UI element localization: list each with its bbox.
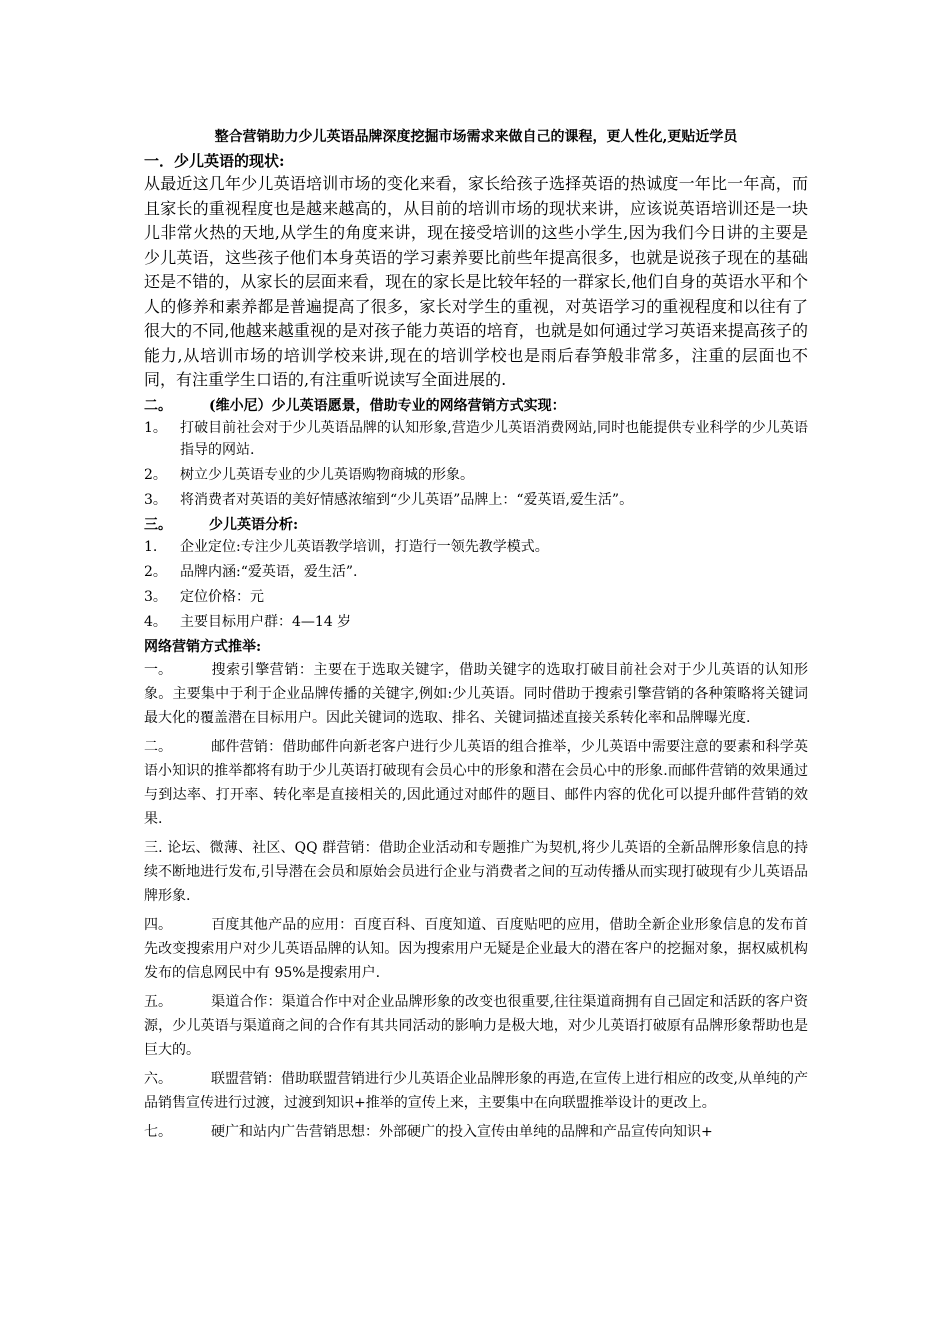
paragraph-lead: 二。 [144, 738, 172, 755]
paragraph-text: 渠道合作：渠道合作中对企业品牌形象的改变也很重要,往往渠道商拥有自己固定和活跃的客户资源，少儿英语与渠道商之间的合作有其共同活动的影响力是极大地，对少儿英语打破原有品牌形象帮助也是巨大的。 [144, 993, 808, 1058]
list-item-text: 树立少儿英语专业的少儿英语购物商城的形象。 [180, 466, 474, 483]
paragraph-lead: 六。 [144, 1070, 172, 1087]
paragraph-lead: 七。 [144, 1123, 172, 1140]
paragraph [144, 836, 808, 908]
section-2-number: 二。 [144, 397, 172, 414]
list-item-text: 打破目前社会对于少儿英语品牌的认知形象,营造少儿英语消费网站,同时也能提供专业科学的少儿英语指导的网站. [180, 419, 808, 458]
list-item [144, 489, 808, 511]
list-item-text: 定位价格：元 [180, 588, 264, 605]
list-item [144, 536, 808, 558]
paragraph-text: 硬广和站内广告营销思想：外部硬广的投入宣传由单纯的品牌和产品宣传向知识+ [211, 1123, 713, 1140]
paragraph-text: 三. 论坛、微薄、社区、QQ 群营销：借助企业活动和专题推广为契机,将少儿英语的全新品牌形象信息的持续不断地进行发布,引导潜在会员和原始会员进行企业与消费者之间的互动传播从而实现打破现有少儿英语品牌形象. [144, 839, 808, 904]
section-1-heading: 一．少儿英语的现状: [144, 152, 285, 170]
paragraph-lead: 一。 [144, 661, 172, 678]
list-item [144, 417, 808, 461]
list-item [144, 464, 808, 486]
list-item [144, 561, 808, 583]
paragraph [144, 658, 808, 730]
paragraph-text: 搜索引擎营销：主要在于选取关键字，借助关键字的选取打破目前社会对于少儿英语的认知形象。主要集中于利于企业品牌传播的关键字,例如:少儿英语。同时借助于搜索引擎营销的各种策略将关键词最大化的覆盖潜在目标用户。因此关键词的选取、排名、关键词描述直接关系转化率和品牌曝光度. [144, 661, 808, 726]
list-item-number: 2。 [144, 466, 167, 483]
paragraph [144, 990, 808, 1062]
paragraph [144, 1067, 808, 1115]
list-item-number: 1。 [144, 419, 167, 436]
section-2-heading [144, 395, 808, 417]
paragraph [144, 913, 808, 985]
document-title: 整合营销助力少儿英语品牌深度挖掘市场需求来做自己的课程，更人性化,更贴近学员 [214, 129, 738, 145]
list-item-text: 主要目标用户群：4—14 岁 [180, 613, 352, 630]
section-4-heading: 网络营销方式推举: [144, 638, 262, 655]
list-item [144, 586, 808, 608]
list-item-number: 3。 [144, 491, 167, 508]
paragraph [144, 735, 808, 831]
paragraph-text: 百度其他产品的应用：百度百科、百度知道、百度贴吧的应用，借助全新企业形象信息的发布首先改变搜索用户对少儿英语品牌的认知。因为搜索用户无疑是企业最大的潜在客户的挖掘对象，据权威机构发布的信息网民中有 95%是搜索用户. [144, 916, 808, 981]
paragraph-lead: 五。 [144, 993, 172, 1010]
section-3-title: 少儿英语分析: [209, 516, 299, 533]
list-item [144, 611, 808, 633]
list-item-text: 品牌内涵:“爱英语，爱生活”. [180, 563, 358, 580]
paragraph-lead: 四。 [144, 916, 172, 933]
section-1-body: 从最近这几年少儿英语培训市场的变化来看，家长给孩子选择英语的热诚度一年比一年高，而且家长的重视程度也是越来越高的，从目前的培训市场的现状来讲，应该说英语培训还是一块儿非常火热的天地,从学生的角度来讲，现在接受培训的这些小学生,因为我们今日讲的主要是少儿英语，这些孩子他们本身英语的学习素养要比前些年提高很多，也就是说孩子现在的基础还是不错的，从家长的层面来看，现在的家长是比较年轻的一群家长,他们自身的英语水平和个人的修养和素养都是普遍提高了很多，家长对学生的重视，对英语学习的重视程度和以往有了很大的不同,他越来越重视的是对孩子能力英语的培育，也就是如何通过学习英语来提高孩子的能力,从培训市场的培训学校来讲,现在的培训学校也是雨后春笋般非常多，注重的层面也不同，有注重学生口语的,有注重听说读写全面进展的. [144, 174, 808, 389]
list-item-text: 企业定位:专注少儿英语教学培训，打造行一领先教学模式。 [180, 538, 549, 555]
list-item-text: 将消费者对英语的美好情感浓缩到“少儿英语”品牌上：“爱英语,爱生活”。 [180, 491, 634, 508]
paragraph [144, 1120, 808, 1144]
list-item-number: 1. [144, 538, 158, 555]
section-2-title: (维小尼）少儿英语愿景，借助专业的网络营销方式实现： [209, 397, 566, 414]
paragraph-text: 联盟营销：借助联盟营销进行少儿英语企业品牌形象的再造,在宣传上进行相应的改变,从单纯的产品销售宣传进行过渡，过渡到知识+推举的宣传上来，主要集中在向联盟推举设计的更改上。 [144, 1070, 808, 1111]
paragraph-text: 邮件营销：借助邮件向新老客户进行少儿英语的组合推举，少儿英语中需要注意的要素和科学英语小知识的推举都将有助于少儿英语打破现有会员心中的形象和潜在会员心中的形象.而邮件营销的效果通过与到达率、打开率、转化率是直接相关的,因此通过对邮件的题目、邮件内容的优化可以提升邮件营销的效果. [144, 738, 808, 827]
list-item-number: 3。 [144, 588, 167, 605]
list-item-number: 4。 [144, 613, 167, 630]
list-item-number: 2。 [144, 563, 167, 580]
document-page [144, 126, 808, 1149]
section-3-number: 三。 [144, 516, 172, 533]
section-3-heading [144, 514, 808, 536]
